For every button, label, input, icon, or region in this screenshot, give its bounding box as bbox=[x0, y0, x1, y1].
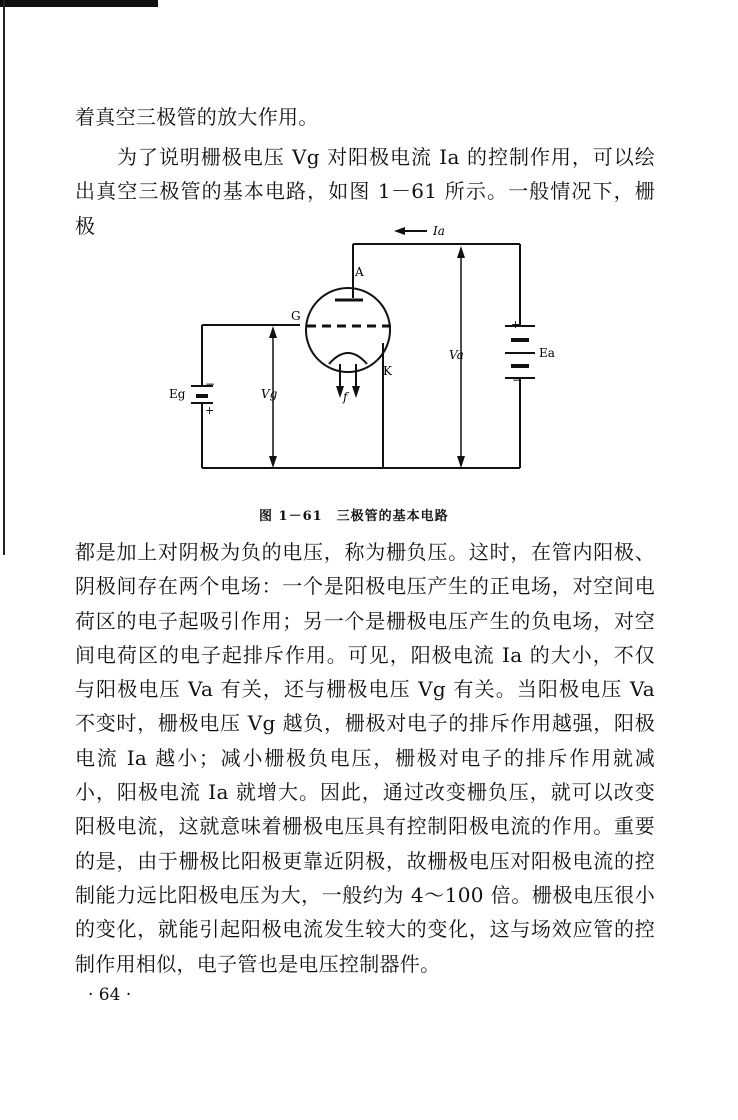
label-anode-current: Ia bbox=[433, 224, 445, 238]
label-anode-voltage: Va bbox=[449, 348, 464, 362]
paragraph-3: 都是加上对阴极为负的电压，称为栅负压。这时，在管内阳极、阴极间存在两个电场：一个是阳极电压产生的正电场，对空间电荷区的电子起吸引作用；另一个是栅极电压产生的负电场，对空间电荷区的电子起排斥作用。可见，阳极电流 Ia 的大小，不仅与阳极电压 Va 有关，还与栅极电压 Vg 有关。当阳极电压 Va 不变时，栅极电压 Vg 越负，栅极对电子的排斥作用越强，阳极电流 Ia 越小；减小栅极负电压，栅极对电子的排斥作用就减小，阳极电流 Ia 就增大。因此，通过改变栅负压，就可以改变阳极电流，这就意味着栅极电压具有控制阳极电流的作用。重要的是，由于栅极比阳极更靠近阴极，故栅极电压对阳极电流的控制能力远比阳极电压为大，一般约为 4～100 倍。栅极电压很小的变化，就能引起阳极电流发生较大的变化，这与场效应管的控制作用相似，电子管也是电压控制器件。 bbox=[75, 540, 655, 976]
label-ea-minus: − bbox=[512, 373, 523, 387]
paragraph-2: 为了说明栅极电压 Vg 对阳极电流 Ia 的控制作用，可以绘出真空三极管的基本电路，如图 1－61 所示。一般情况下，栅极 bbox=[75, 145, 655, 238]
left-margin-rule bbox=[3, 0, 5, 555]
anode-battery bbox=[505, 326, 535, 378]
paragraph-1: 着真空三极管的放大作用。 bbox=[75, 105, 319, 129]
label-eg-plus: + bbox=[205, 404, 215, 417]
label-cathode: K bbox=[383, 364, 392, 378]
top-rule bbox=[0, 0, 158, 7]
label-eg-minus: − bbox=[205, 377, 216, 391]
vg-arrow-down bbox=[269, 456, 277, 468]
label-ea-plus: + bbox=[511, 318, 521, 331]
label-grid-voltage: Vg bbox=[261, 387, 278, 401]
cathode-element bbox=[329, 353, 367, 364]
label-filament: f bbox=[343, 390, 348, 404]
label-anode-battery: Ea bbox=[539, 346, 555, 360]
va-arrow-up bbox=[457, 246, 465, 258]
figure-caption: 图 1－61 三极管的基本电路 bbox=[259, 509, 449, 524]
label-grid-battery: Eg bbox=[169, 387, 186, 401]
triode-circuit-diagram bbox=[165, 218, 565, 480]
label-grid: G bbox=[291, 309, 301, 323]
ia-arrow-head bbox=[394, 227, 405, 235]
filament-arrow-2 bbox=[352, 386, 360, 398]
label-anode: A bbox=[355, 265, 364, 279]
page-number: · 64 · bbox=[88, 985, 132, 1005]
vg-arrow-up bbox=[269, 326, 277, 338]
va-arrow-down bbox=[457, 456, 465, 468]
